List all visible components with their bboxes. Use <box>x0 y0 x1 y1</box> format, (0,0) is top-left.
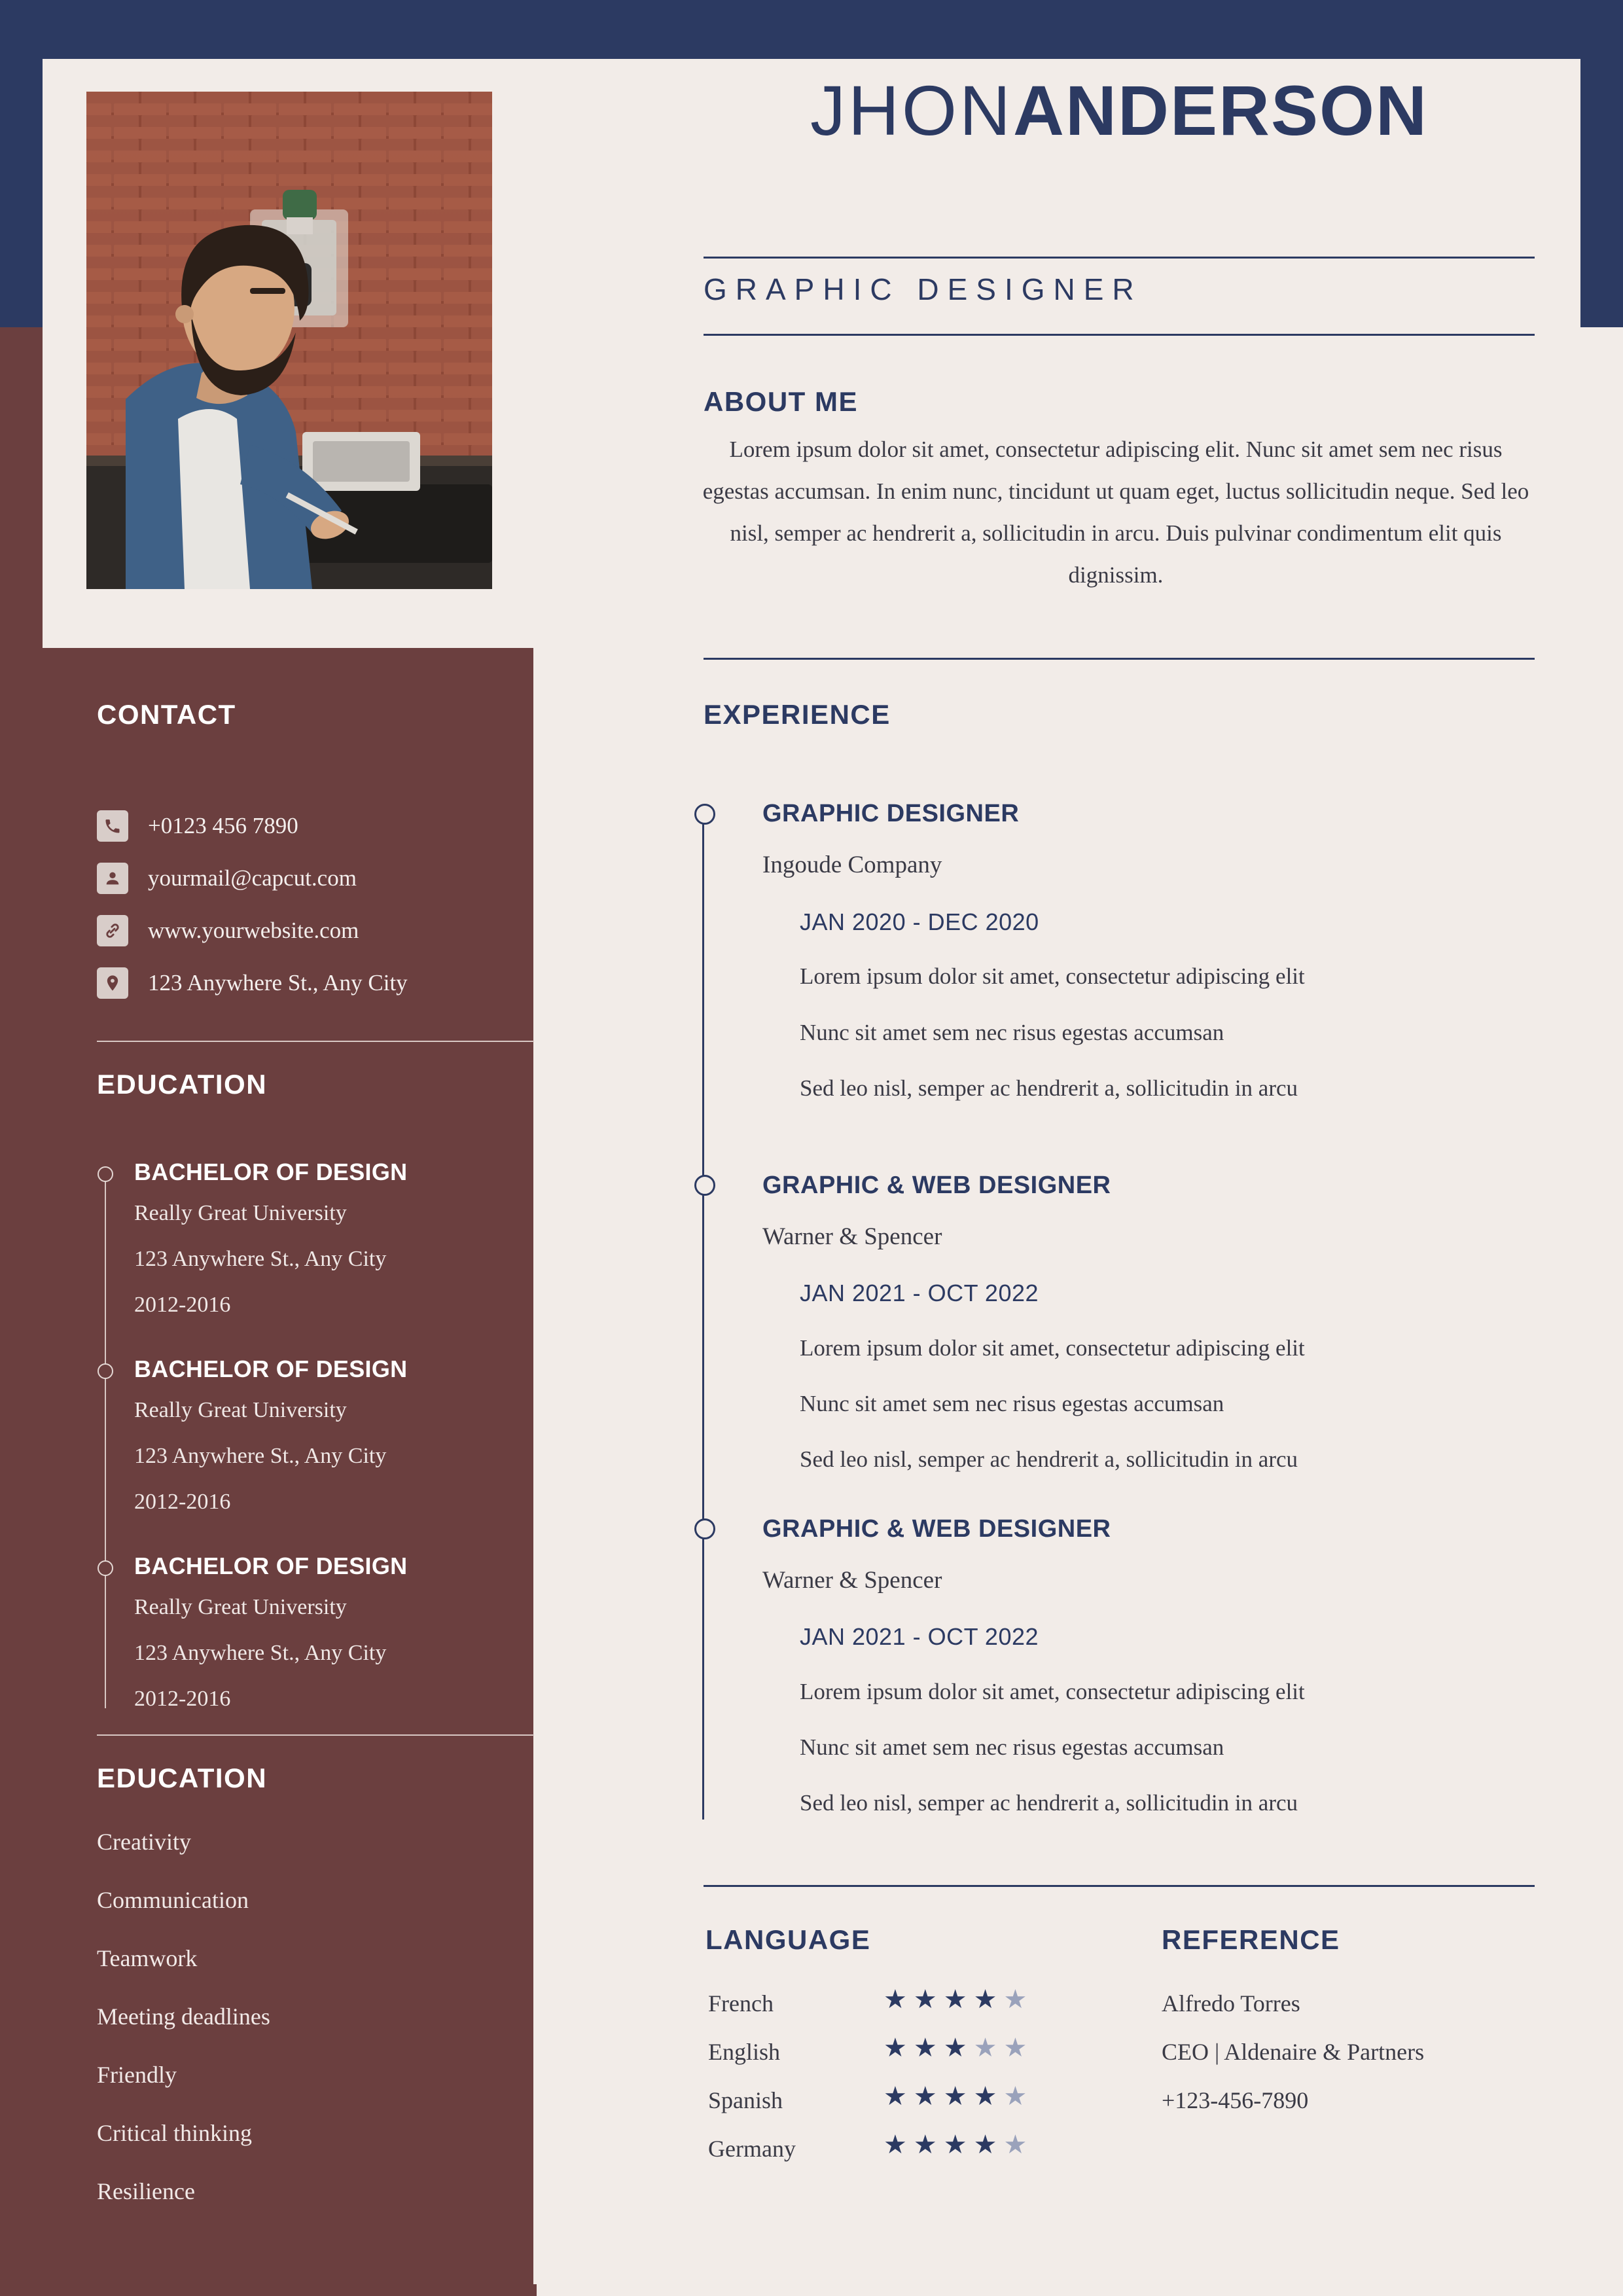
last-name: ANDERSON <box>1012 71 1429 150</box>
role-top-rule <box>704 257 1535 259</box>
contact-title: CONTACT <box>97 699 236 730</box>
experience-role: GRAPHIC & WEB DESIGNER <box>762 1172 1111 1199</box>
skill-item: Teamwork <box>97 1945 198 1971</box>
about-title: ABOUT ME <box>704 386 858 417</box>
experience-bullet: Nunc sit amet sem nec risus egestas accumsan <box>800 1020 1224 1045</box>
profile-photo-image <box>86 92 492 589</box>
contact-bottom-rule <box>97 1041 534 1042</box>
skill-item: Communication <box>97 1887 249 1913</box>
education-degree: BACHELOR OF DESIGN <box>134 1552 408 1579</box>
language-name: Spanish <box>708 2087 783 2113</box>
experience-bottom-rule <box>704 1885 1535 1887</box>
education-title: EDUCATION <box>97 1069 268 1100</box>
experience-bullet: Sed leo nisl, semper ac hendrerit a, sollicitudin in arcu <box>800 1790 1298 1816</box>
experience-dot <box>694 1518 715 1539</box>
experience-role: GRAPHIC DESIGNER <box>762 800 1020 827</box>
experience-bullet: Lorem ipsum dolor sit amet, consectetur adipiscing elit <box>800 1679 1305 1704</box>
experience-company: Ingoude Company <box>762 852 942 878</box>
experience-timeline <box>702 812 704 1820</box>
experience-bullet: Sed leo nisl, semper ac hendrerit a, sollicitudin in arcu <box>800 1446 1298 1472</box>
experience-bullet: Nunc sit amet sem nec risus egestas accumsan <box>800 1734 1224 1760</box>
language-rating: ★★★★★ <box>883 2130 1034 2159</box>
profile-photo <box>86 92 492 589</box>
education-degree: BACHELOR OF DESIGN <box>134 1158 408 1185</box>
education-dot <box>98 1363 113 1379</box>
language-rating: ★★★★★ <box>883 1985 1034 2014</box>
education-years: 2012-2016 <box>134 1293 231 1317</box>
education-dot <box>98 1560 113 1576</box>
language-title: LANGUAGE <box>705 1924 871 1955</box>
education-address: 123 Anywhere St., Any City <box>134 1444 387 1468</box>
education-school: Really Great University <box>134 1398 347 1422</box>
education-school: Really Great University <box>134 1595 347 1619</box>
skill-item: Friendly <box>97 2062 177 2088</box>
experience-date: JAN 2021 - OCT 2022 <box>800 1623 1039 1650</box>
education-degree: BACHELOR OF DESIGN <box>134 1355 408 1382</box>
experience-title: EXPERIENCE <box>704 699 891 730</box>
contact-value: yourmail@capcut.com <box>148 865 357 891</box>
education-school: Really Great University <box>134 1201 347 1225</box>
reference-position: CEO | Aldenaire & Partners <box>1162 2039 1425 2065</box>
experience-bullet: Lorem ipsum dolor sit amet, consectetur adipiscing elit <box>800 1335 1305 1361</box>
skill-item: Resilience <box>97 2178 195 2204</box>
skill-item: Creativity <box>97 1829 191 1855</box>
contact-item-website[interactable] <box>97 915 359 946</box>
phone-icon <box>97 810 128 842</box>
job-role: GRAPHIC DESIGNER <box>704 272 1143 306</box>
language-rating: ★★★★★ <box>883 2082 1034 2111</box>
reference-phone: +123-456-7890 <box>1162 2087 1309 2113</box>
language-name: Germany <box>708 2136 796 2162</box>
first-name: JHON <box>810 71 1013 150</box>
skill-item: Critical thinking <box>97 2120 252 2146</box>
experience-bullet: Nunc sit amet sem nec risus egestas accumsan <box>800 1391 1224 1416</box>
education-years: 2012-2016 <box>134 1687 231 1711</box>
skills-title: EDUCATION <box>97 1763 268 1793</box>
language-name: English <box>708 2039 781 2065</box>
experience-dot <box>694 1175 715 1196</box>
experience-bullet: Sed leo nisl, semper ac hendrerit a, sollicitudin in arcu <box>800 1075 1298 1101</box>
contact-item-email[interactable] <box>97 863 357 894</box>
contact-item-phone[interactable] <box>97 810 298 842</box>
reference-name: Alfredo Torres <box>1162 1990 1300 2017</box>
education-timeline <box>105 1178 106 1708</box>
experience-date: JAN 2020 - DEC 2020 <box>800 908 1039 935</box>
language-rating: ★★★★★ <box>883 2034 1034 2062</box>
experience-date: JAN 2021 - OCT 2022 <box>800 1280 1039 1306</box>
contact-value: 123 Anywhere St., Any City <box>148 970 408 996</box>
education-bottom-rule <box>97 1734 534 1736</box>
contact-value: +0123 456 7890 <box>148 813 298 838</box>
education-address: 123 Anywhere St., Any City <box>134 1247 387 1271</box>
education-years: 2012-2016 <box>134 1490 231 1514</box>
role-bottom-rule <box>704 334 1535 336</box>
education-address: 123 Anywhere St., Any City <box>134 1641 387 1665</box>
experience-dot <box>694 804 715 825</box>
contact-item-address[interactable] <box>97 967 408 999</box>
education-dot <box>98 1166 113 1182</box>
page-title <box>704 71 1535 150</box>
experience-bullet: Lorem ipsum dolor sit amet, consectetur adipiscing elit <box>800 963 1305 989</box>
skill-item: Meeting deadlines <box>97 2003 270 2030</box>
about-bottom-rule <box>704 658 1535 660</box>
experience-role: GRAPHIC & WEB DESIGNER <box>762 1515 1111 1543</box>
about-text: Lorem ipsum dolor sit amet, consectetur adipiscing elit. Nunc sit amet sem nec risus egestas accumsan. In enim nunc, tincidunt ut quam eget, luctus sollicitudin neque. Sed leo nisl, semper ac hendrerit a, sollicitudin in arcu. Duis pulvinar condimentum elit quis dignissim. <box>702 437 1529 588</box>
link-icon <box>97 915 128 946</box>
experience-company: Warner & Spencer <box>762 1567 942 1594</box>
language-name: French <box>708 1990 774 2017</box>
location-pin-icon <box>97 967 128 999</box>
contact-value: www.yourwebsite.com <box>148 918 359 943</box>
person-icon <box>97 863 128 894</box>
experience-company: Warner & Spencer <box>762 1223 942 1250</box>
reference-title: REFERENCE <box>1162 1924 1340 1955</box>
